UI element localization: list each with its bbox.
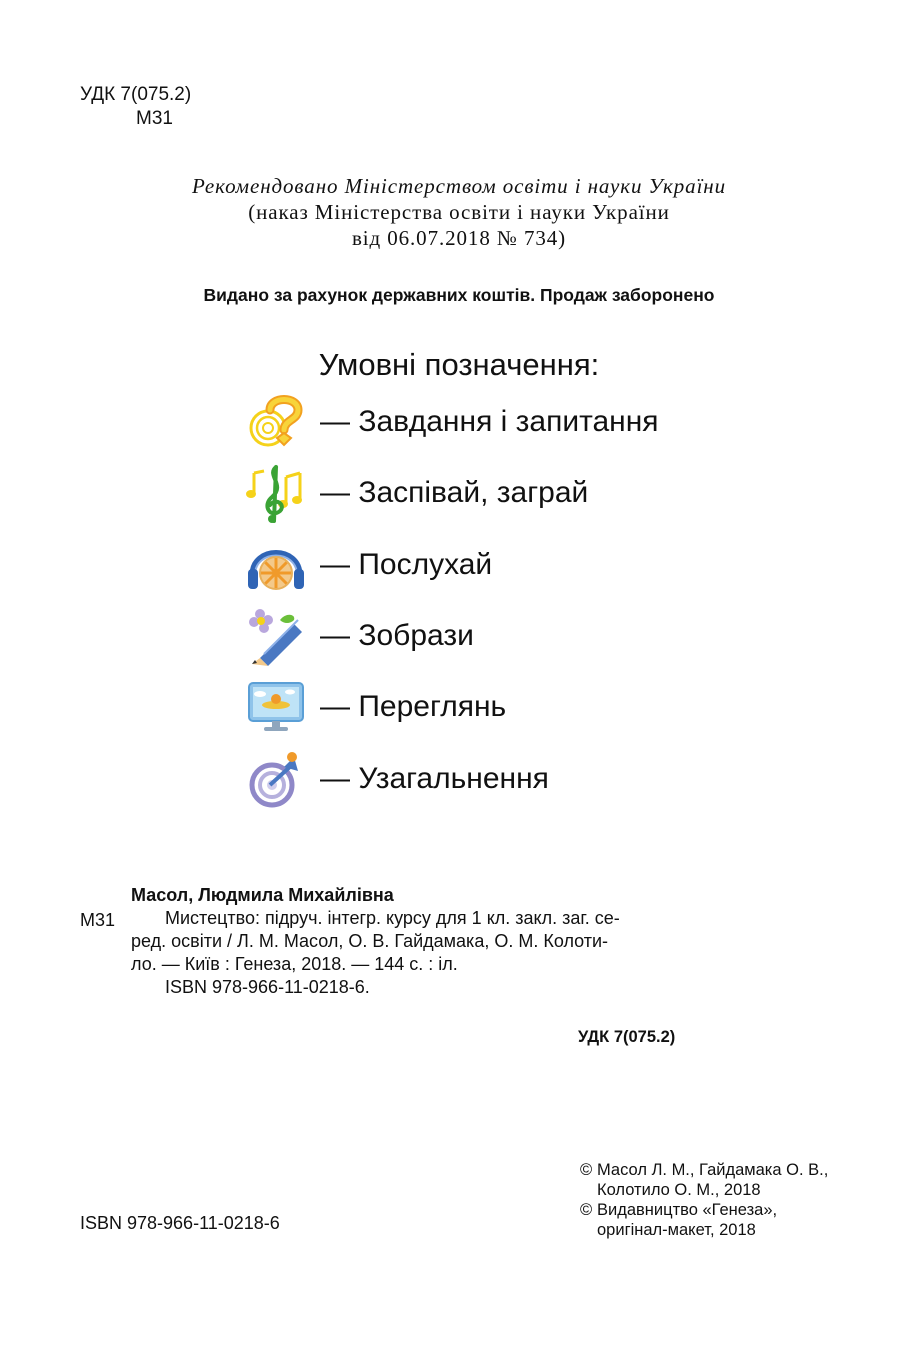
recommendation-line-2: (наказ Міністерства освіти і науки України [248,200,670,224]
catalog-udk: УДК 7(075.2) [578,1028,676,1046]
summary-arrow-icon [246,749,306,809]
isbn: ISBN 978-966-11-0218-6 [80,1213,280,1233]
funding-note: Видано за рахунок державних коштів. Продаж заборонено [203,285,715,305]
author-sign-header: М31 [136,108,173,129]
legend-label: — Заспівай, заграй [320,476,589,509]
udk-code-header: УДК 7(075.2) [80,84,192,105]
recommendation-line-1: Рекомендовано Міністерством освіти і науки України [191,174,727,198]
catalog-line: ред. освіти / Л. М. Масол, О. В. Гайдамака, О. М. Колоти- [131,931,609,951]
copyright-line [580,1160,828,1180]
legend-label: — Узагальнення [320,762,549,795]
legend-item-listen [246,535,492,595]
copyright-authors-cont: Колотило О. М., 2018 [597,1181,761,1199]
copyright-publisher: Видавництво «Генеза», [597,1201,778,1219]
legend-item-tasks [246,392,659,452]
legend-item-watch [246,677,506,737]
question-icon [246,392,306,452]
legend-item-summary [246,749,549,809]
copyright-line [580,1200,777,1220]
copyright-symbol: © [580,1201,593,1219]
legend-title: Умовні позначення: [318,347,600,382]
legend-label: — Переглянь [320,690,507,723]
music-notes-icon [246,463,306,523]
legend-item-sing-play [246,463,588,523]
recommendation-line-3: від 06.07.2018 № 734) [351,226,567,250]
copyright-line [580,1220,756,1240]
copyright-symbol: © [580,1161,593,1179]
headphones-icon [246,535,306,595]
pencil-flower-icon [246,606,306,666]
legend-label: — Послухай [320,548,493,581]
monitor-icon [246,677,306,737]
catalog-line: ло. — Київ : Генеза, 2018. — 144 с. : іл. [131,954,458,974]
catalog-author: Масол, Людмила Михайлівна [131,885,394,905]
legend-item-draw [246,606,474,666]
copyright-authors: Масол Л. М., Гайдамака О. В., [597,1161,829,1179]
copyright-line [580,1180,761,1200]
catalog-line: Мистецтво: підруч. інтегр. курсу для 1 кл. закл. заг. се- [165,908,620,928]
catalog-line: ISBN 978-966-11-0218-6. [165,977,370,997]
legend-label: — Зобрази [320,619,474,652]
copyright-publisher-cont: оригінал-макет, 2018 [597,1221,756,1239]
legend-label: — Завдання і запитання [320,405,659,438]
catalog-code: М31 [80,910,116,930]
